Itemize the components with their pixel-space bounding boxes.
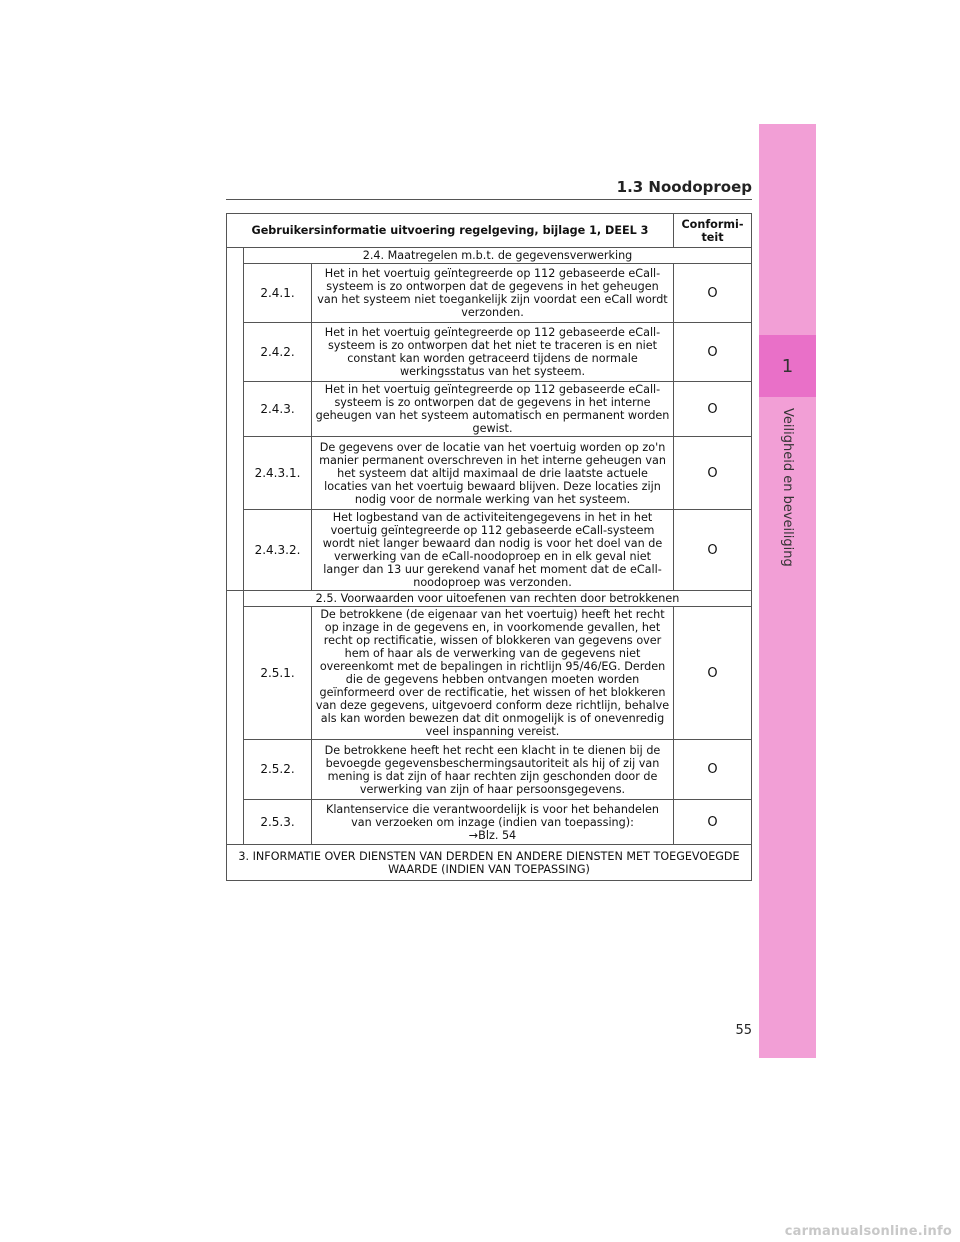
page-reference-link[interactable]: →Blz. 54 (468, 828, 517, 842)
row-text: De betrokkene heeft het recht een klacht in te dienen bij de bevoegde gegevensbeschermingsautoriteit als hij of zij van mening is dat zijn of haar rechten zijn geschonden door de verwerking van zijn of haar persoonsgegevens. (312, 740, 674, 800)
indent-cell (227, 248, 244, 591)
title-divider (226, 199, 752, 200)
row-text: De gegevens over de locatie van het voertuig worden op zo'n manier permanent overschreven in het interne geheugen van het systeem dat altijd maximaal de drie laatste actuele locaties van het voertuig bewaard blijven. Deze locaties zijn nodig voor de normale werking van het systeem. (312, 437, 674, 510)
row-number: 2.4.3.1. (244, 437, 312, 510)
row-conformity: O (674, 437, 752, 510)
row-number: 2.4.2. (244, 323, 312, 382)
table-row (227, 607, 752, 740)
header-user-info: Gebruikersinformatie uitvoering regelgeving, bijlage 1, DEEL 3 (227, 214, 674, 248)
table-row (227, 382, 752, 437)
row-text: Het in het voertuig geïntegreerde op 112 gebaseerde eCall-systeem is zo ontworpen dat de gegevens in het geheugen van het systeem niet toegankelijk zijn voordat een eCall wordt verzonden. (312, 264, 674, 323)
table-row (227, 800, 752, 845)
row-number: 2.4.3. (244, 382, 312, 437)
row-number: 2.4.3.2. (244, 510, 312, 591)
row-conformity: O (674, 607, 752, 740)
row-number: 2.4.1. (244, 264, 312, 323)
header-conformity: Conformi-teit (674, 214, 752, 248)
watermark-text: carmanualsonline.info (784, 1224, 952, 1239)
row-conformity: O (674, 740, 752, 800)
section-title: 1.3 Noodoproep (616, 178, 752, 196)
row-text: Het logbestand van de activiteitengegevens in het in het voertuig geïntegreerde op 112 gebaseerde eCall-systeem wordt niet langer bewaard dan nodig is voor het doel van de verwerking van de eCall-noodoproep en in elk geval niet langer dan 13 uur gerekend vanaf het moment dat de eCall-noodoproep was verzonden. (312, 510, 674, 591)
row-conformity: O (674, 510, 752, 591)
chapter-number: 1 (759, 335, 816, 397)
row-conformity: O (674, 382, 752, 437)
group-title: 2.5. Voorwaarden voor uitoefenen van rechten door betrokkenen (244, 591, 752, 607)
table-row (227, 323, 752, 382)
row-text: Het in het voertuig geïntegreerde op 112 gebaseerde eCall-systeem is zo ontworpen dat de gegevens in het interne geheugen van het systeem automatisch en permanent worden gewist. (312, 382, 674, 437)
group-title: 2.4. Maatregelen m.b.t. de gegevensverwerking (244, 248, 752, 264)
table-footer-row (227, 845, 752, 881)
row-conformity: O (674, 323, 752, 382)
regulation-table (226, 213, 752, 881)
row-text: De betrokkene (de eigenaar van het voertuig) heeft het recht op inzage in de gegevens en, in voorkomende gevallen, het recht op rectificatie, wissen of blokkeren van gegevens over hem of haar als de verwerking van de gegevens niet overeenkomt met de bepalingen in richtlijn 95/46/EG. Derden die de gegevens hebben ontvangen moeten worden geïnformeerd over de rectificatie, het wissen of het blokkeren van deze gegevens, uitgevoerd conform deze richtlijn, behalve als kan worden bewezen dat dit onmogelijk is of onevenredig veel inspanning vereist. (312, 607, 674, 740)
chapter-label: Veiligheid en beveiliging (780, 408, 795, 567)
row-conformity: O (674, 264, 752, 323)
row-number: 2.5.2. (244, 740, 312, 800)
table-row (227, 437, 752, 510)
group-title-row (227, 591, 752, 607)
table-row (227, 264, 752, 323)
row-number: 2.5.1. (244, 607, 312, 740)
group-title-row (227, 248, 752, 264)
row-text-main: Klantenservice die verantwoordelijk is voor het behandelen van verzoeken om inzage (indien van toepassing): (325, 802, 659, 829)
table-header-row (227, 214, 752, 248)
table-row (227, 510, 752, 591)
indent-cell (227, 591, 244, 845)
table-row (227, 740, 752, 800)
footer-row-text: 3. INFORMATIE OVER DIENSTEN VAN DERDEN EN ANDERE DIENSTEN MET TOEGEVOEGDE WAARDE (INDIEN VAN TOEPASSING) (227, 845, 752, 881)
row-text (312, 800, 674, 845)
row-conformity: O (674, 800, 752, 845)
row-number: 2.5.3. (244, 800, 312, 845)
chapter-side-tab (759, 124, 816, 1058)
page-number: 55 (735, 1023, 752, 1038)
row-text: Het in het voertuig geïntegreerde op 112 gebaseerde eCall-systeem is zo ontworpen dat het niet te traceren is en niet constant kan worden getraceerd tijdens de normale werkingsstatus van het systeem. (312, 323, 674, 382)
